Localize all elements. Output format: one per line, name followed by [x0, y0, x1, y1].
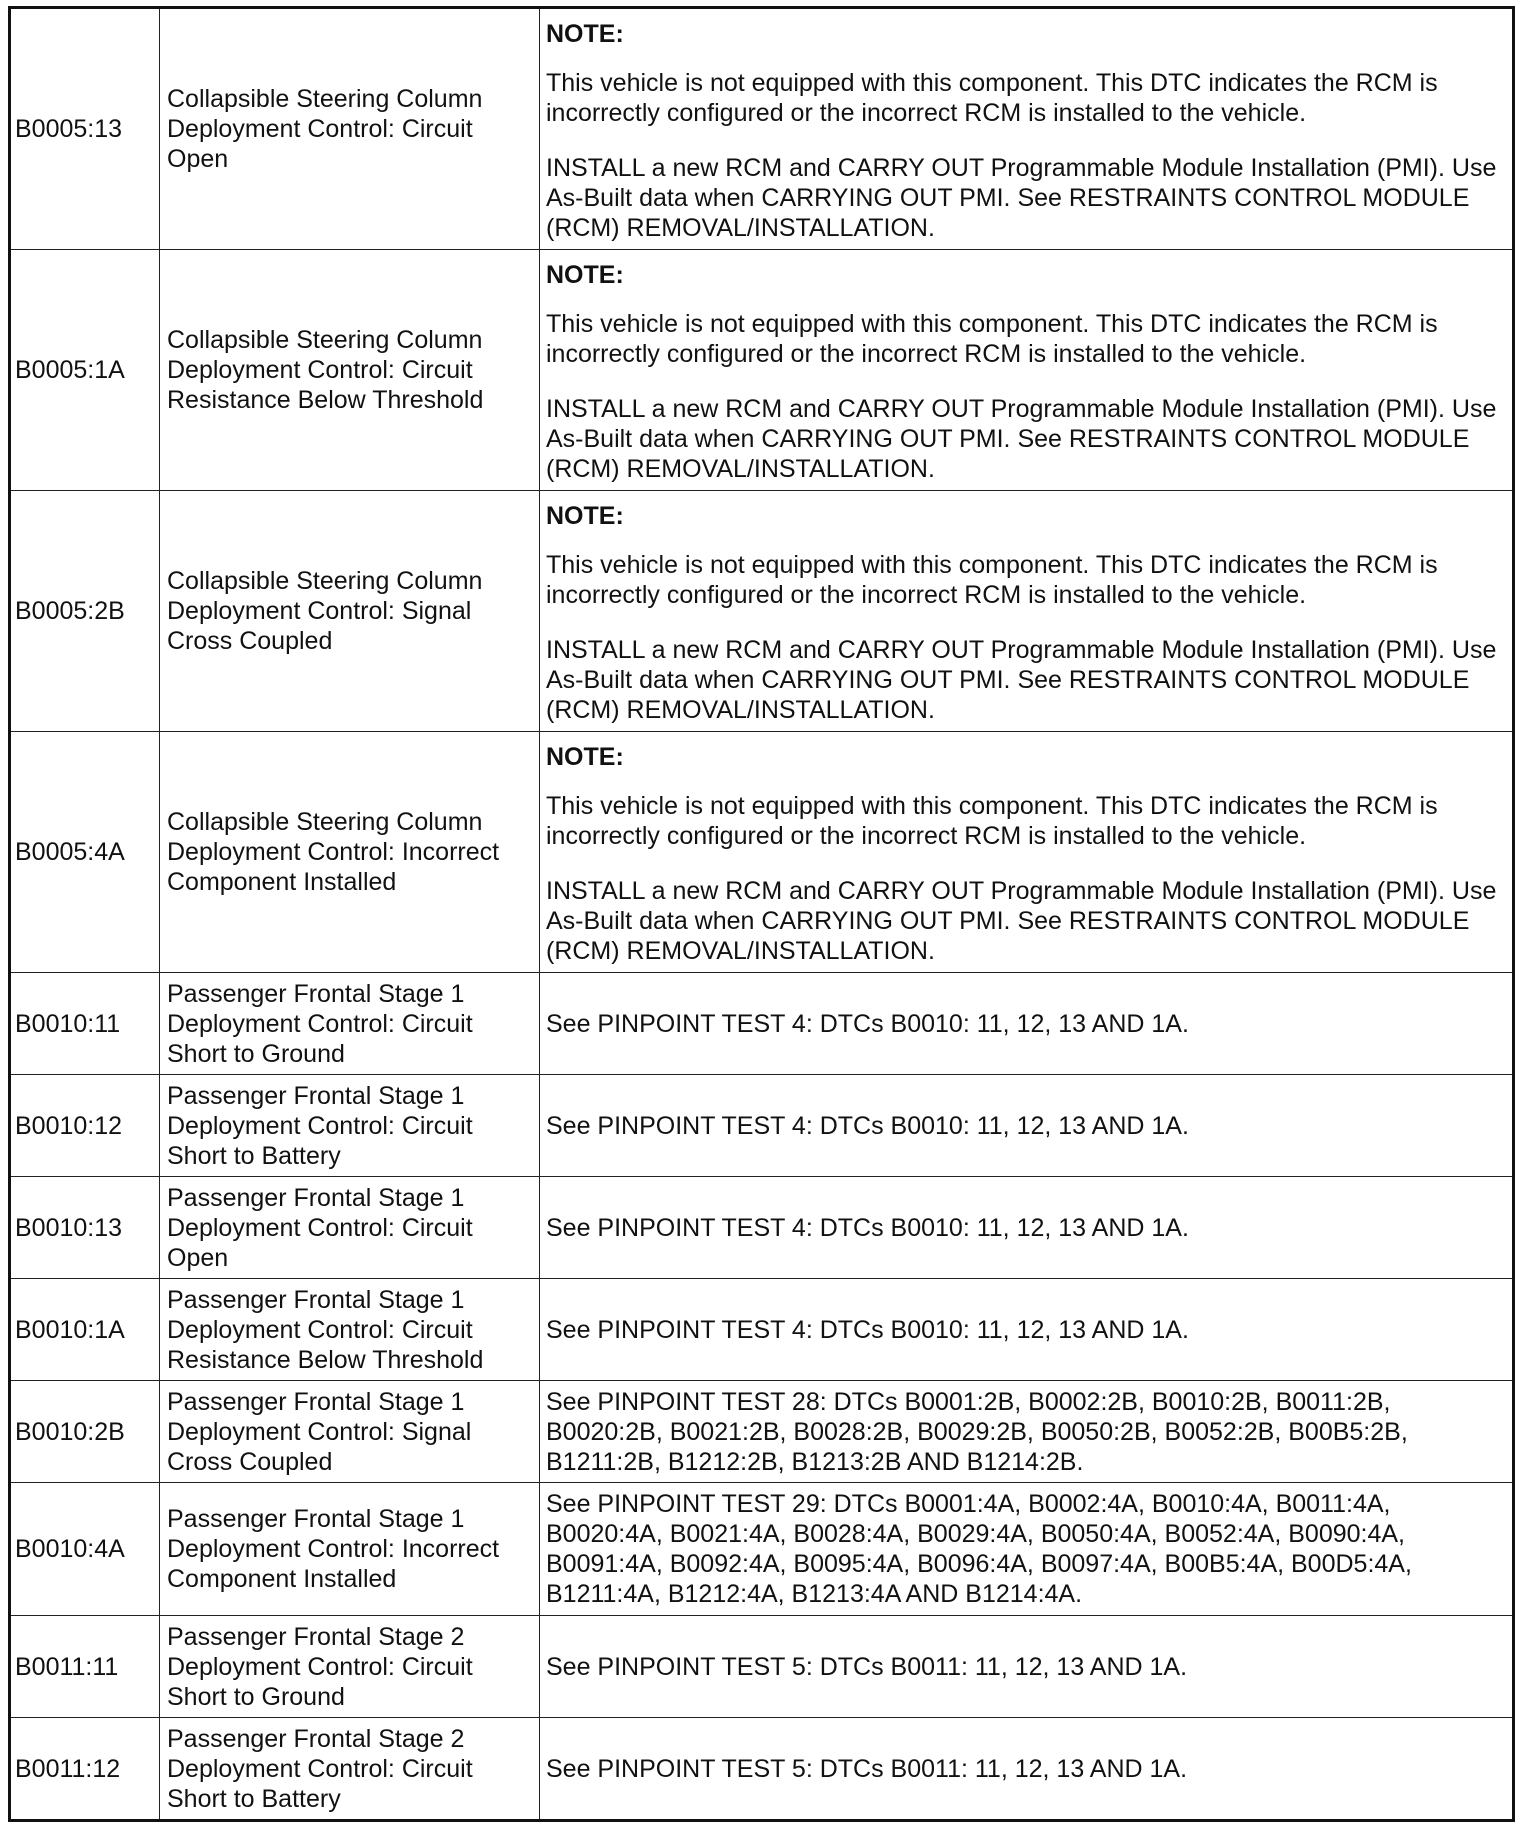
- action-cell: [540, 250, 1514, 491]
- dtc-description: Passenger Frontal Stage 1 Deployment Control: Signal Cross Coupled: [160, 1381, 540, 1483]
- action-text: INSTALL a new RCM and CARRY OUT Programmable Module Installation (PMI). Use As-Built data when CARRYING OUT PMI. See RESTRAINTS CONTROL MODULE (RCM) REMOVAL/INSTALLATION.: [546, 636, 1497, 724]
- note-text: This vehicle is not equipped with this component. This DTC indicates the RCM is incorrectly configured or the incorrect RCM is installed to the vehicle.: [546, 792, 1438, 850]
- dtc-code: B0011:11: [10, 1616, 160, 1718]
- note-label: NOTE:: [546, 20, 624, 48]
- table-row: [10, 1616, 1514, 1718]
- dtc-code: B0010:1A: [10, 1279, 160, 1381]
- dtc-code: B0005:4A: [10, 732, 160, 973]
- dtc-description: Collapsible Steering Column Deployment Control: Signal Cross Coupled: [160, 491, 540, 732]
- dtc-code: B0005:2B: [10, 491, 160, 732]
- dtc-table: [8, 6, 1515, 1822]
- table-row: [10, 1279, 1514, 1381]
- action-cell: [540, 732, 1514, 973]
- table-row: [10, 1718, 1514, 1821]
- table-row: [10, 1177, 1514, 1279]
- dtc-code: B0010:4A: [10, 1483, 160, 1616]
- dtc-description: Passenger Frontal Stage 1 Deployment Control: Circuit Resistance Below Threshold: [160, 1279, 540, 1381]
- note-text: This vehicle is not equipped with this component. This DTC indicates the RCM is incorrectly configured or the incorrect RCM is installed to the vehicle.: [546, 69, 1438, 127]
- action-text: See PINPOINT TEST 5: DTCs B0011: 11, 12, 13 AND 1A.: [540, 1616, 1514, 1718]
- action-text: INSTALL a new RCM and CARRY OUT Programmable Module Installation (PMI). Use As-Built data when CARRYING OUT PMI. See RESTRAINTS CONTROL MODULE (RCM) REMOVAL/INSTALLATION.: [546, 395, 1497, 483]
- dtc-description: Passenger Frontal Stage 1 Deployment Control: Circuit Short to Ground: [160, 973, 540, 1075]
- dtc-code: B0005:13: [10, 8, 160, 250]
- dtc-code: B0005:1A: [10, 250, 160, 491]
- dtc-description: Collapsible Steering Column Deployment Control: Incorrect Component Installed: [160, 732, 540, 973]
- dtc-description: Collapsible Steering Column Deployment Control: Circuit Resistance Below Threshold: [160, 250, 540, 491]
- note-text: This vehicle is not equipped with this component. This DTC indicates the RCM is incorrectly configured or the incorrect RCM is installed to the vehicle.: [546, 551, 1438, 609]
- dtc-code: B0010:13: [10, 1177, 160, 1279]
- action-text: See PINPOINT TEST 4: DTCs B0010: 11, 12, 13 AND 1A.: [540, 1279, 1514, 1381]
- action-text: See PINPOINT TEST 29: DTCs B0001:4A, B0002:4A, B0010:4A, B0011:4A, B0020:4A, B0021:4A, B0028:4A, B0029:4A, B0050:4A, B0052:4A, B0090:4A, B0091:4A, B0092:4A, B0095:4A, B0096:4A, B0097:4A, B00B5:4A, B00D5:4A, B1211:4A, B1212:4A, B1213:4A AND B1214:4A.: [540, 1483, 1514, 1616]
- note-label: NOTE:: [546, 261, 624, 289]
- dtc-description: Collapsible Steering Column Deployment Control: Circuit Open: [160, 8, 540, 250]
- table-row: [10, 973, 1514, 1075]
- table-row: [10, 1075, 1514, 1177]
- table-row: [10, 732, 1514, 973]
- note-label: NOTE:: [546, 502, 624, 530]
- dtc-description: Passenger Frontal Stage 1 Deployment Control: Circuit Short to Battery: [160, 1075, 540, 1177]
- note-text: This vehicle is not equipped with this component. This DTC indicates the RCM is incorrectly configured or the incorrect RCM is installed to the vehicle.: [546, 310, 1438, 368]
- dtc-code: B0010:2B: [10, 1381, 160, 1483]
- dtc-description: Passenger Frontal Stage 1 Deployment Control: Circuit Open: [160, 1177, 540, 1279]
- dtc-code: B0010:11: [10, 973, 160, 1075]
- action-text: INSTALL a new RCM and CARRY OUT Programmable Module Installation (PMI). Use As-Built data when CARRYING OUT PMI. See RESTRAINTS CONTROL MODULE (RCM) REMOVAL/INSTALLATION.: [546, 154, 1497, 242]
- action-cell: [540, 491, 1514, 732]
- action-text: See PINPOINT TEST 5: DTCs B0011: 11, 12, 13 AND 1A.: [540, 1718, 1514, 1821]
- table-row: [10, 491, 1514, 732]
- note-label: NOTE:: [546, 743, 624, 771]
- table-row: [10, 1483, 1514, 1616]
- action-text: See PINPOINT TEST 28: DTCs B0001:2B, B0002:2B, B0010:2B, B0011:2B, B0020:2B, B0021:2B, B0028:2B, B0029:2B, B0050:2B, B0052:2B, B00B5:2B, B1211:2B, B1212:2B, B1213:2B AND B1214:2B.: [540, 1381, 1514, 1483]
- action-cell: [540, 8, 1514, 250]
- table-row: [10, 1381, 1514, 1483]
- dtc-code: B0010:12: [10, 1075, 160, 1177]
- action-text: See PINPOINT TEST 4: DTCs B0010: 11, 12, 13 AND 1A.: [540, 973, 1514, 1075]
- action-text: See PINPOINT TEST 4: DTCs B0010: 11, 12, 13 AND 1A.: [540, 1075, 1514, 1177]
- table-row: [10, 250, 1514, 491]
- action-text: See PINPOINT TEST 4: DTCs B0010: 11, 12, 13 AND 1A.: [540, 1177, 1514, 1279]
- table-row: [10, 8, 1514, 250]
- dtc-description: Passenger Frontal Stage 2 Deployment Control: Circuit Short to Ground: [160, 1616, 540, 1718]
- action-text: INSTALL a new RCM and CARRY OUT Programmable Module Installation (PMI). Use As-Built data when CARRYING OUT PMI. See RESTRAINTS CONTROL MODULE (RCM) REMOVAL/INSTALLATION.: [546, 877, 1497, 965]
- dtc-description: Passenger Frontal Stage 1 Deployment Control: Incorrect Component Installed: [160, 1483, 540, 1616]
- dtc-description: Passenger Frontal Stage 2 Deployment Control: Circuit Short to Battery: [160, 1718, 540, 1821]
- dtc-code: B0011:12: [10, 1718, 160, 1821]
